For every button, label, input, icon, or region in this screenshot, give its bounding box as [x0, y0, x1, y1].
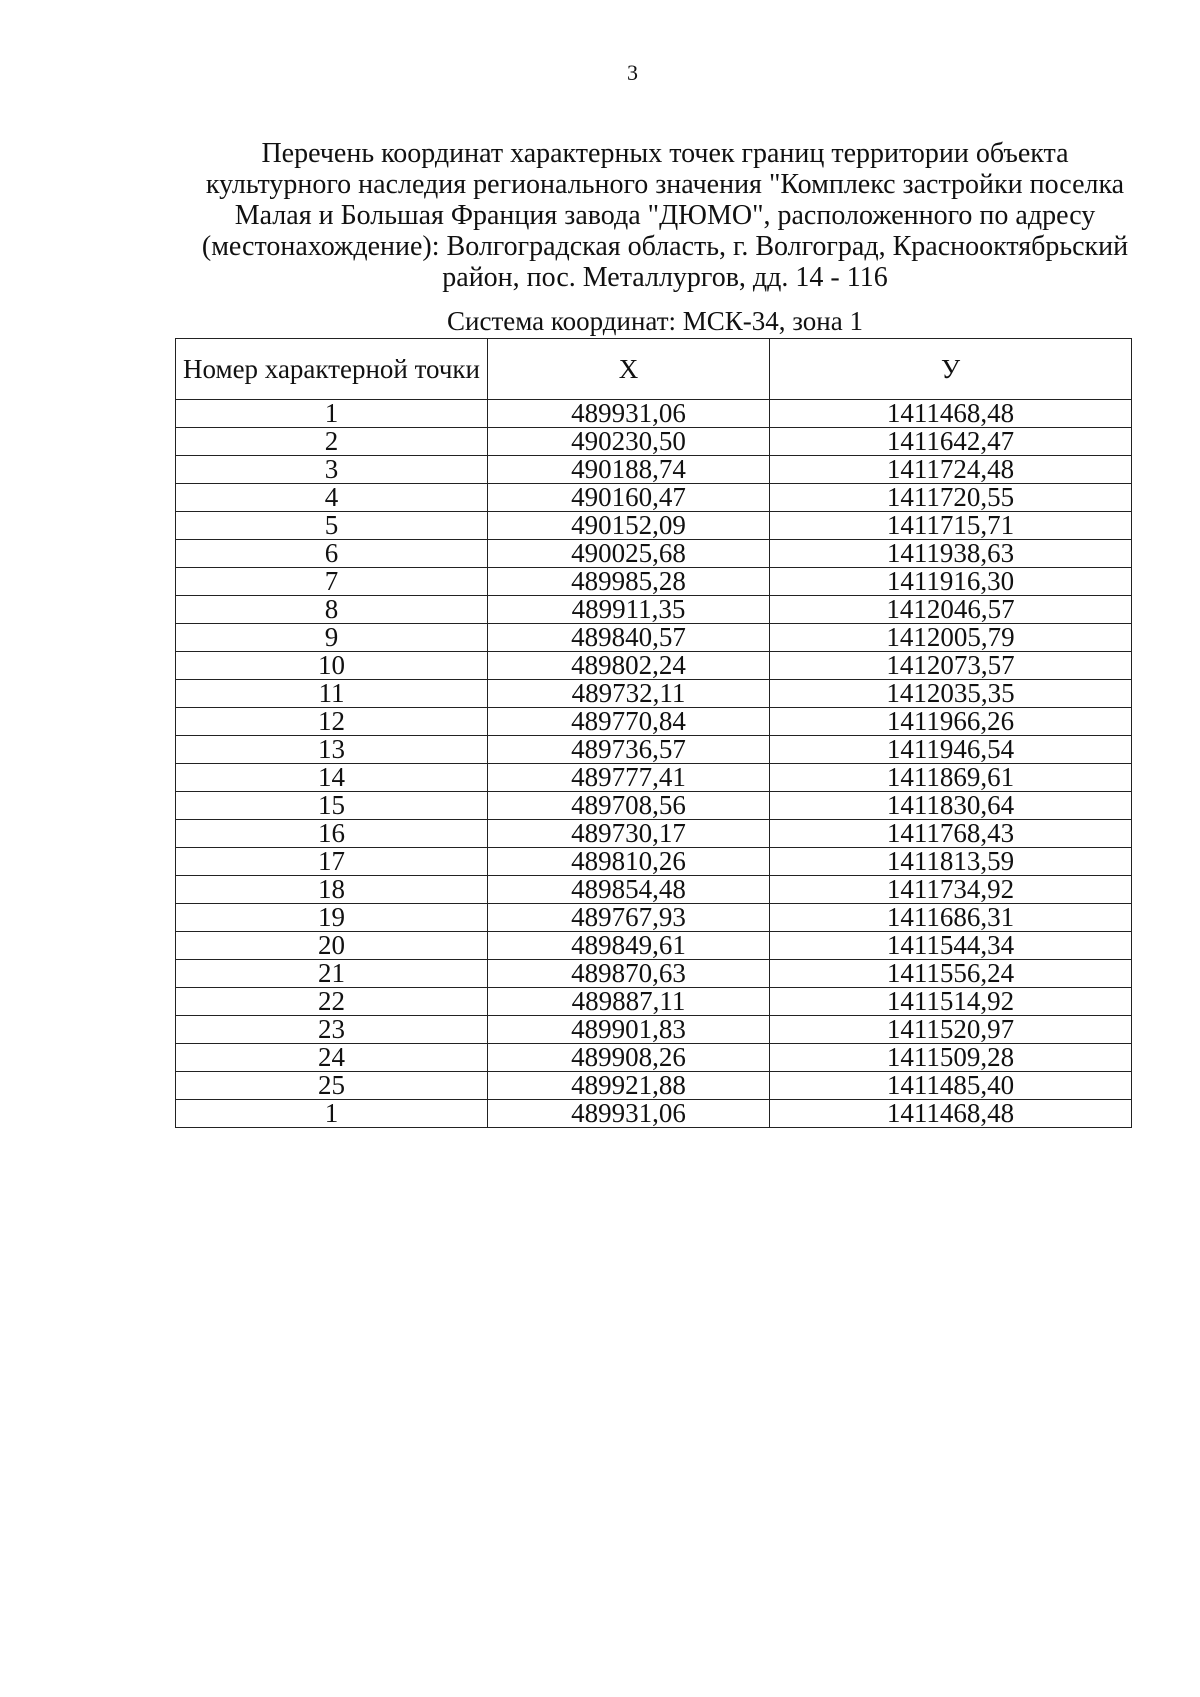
cell-y: 1411869,61 — [770, 764, 1132, 792]
cell-y: 1411509,28 — [770, 1044, 1132, 1072]
cell-point-number: 8 — [176, 596, 488, 624]
table-row — [176, 764, 1132, 792]
table-row — [176, 904, 1132, 932]
cell-point-number: 6 — [176, 540, 488, 568]
cell-point-number: 23 — [176, 1016, 488, 1044]
header-point-number: Номер характерной точки — [176, 339, 488, 400]
cell-x: 489908,26 — [488, 1044, 770, 1072]
cell-x: 489849,61 — [488, 932, 770, 960]
table-row — [176, 1044, 1132, 1072]
table-row — [176, 680, 1132, 708]
cell-point-number: 12 — [176, 708, 488, 736]
cell-x: 490025,68 — [488, 540, 770, 568]
table-row — [176, 512, 1132, 540]
cell-x: 489887,11 — [488, 988, 770, 1016]
table-row — [176, 428, 1132, 456]
cell-x: 489810,26 — [488, 848, 770, 876]
cell-point-number: 15 — [176, 792, 488, 820]
cell-y: 1411966,26 — [770, 708, 1132, 736]
cell-y: 1411468,48 — [770, 1100, 1132, 1128]
cell-y: 1411686,31 — [770, 904, 1132, 932]
table-row — [176, 540, 1132, 568]
table-header-row — [176, 339, 1132, 400]
table-row — [176, 596, 1132, 624]
table-row — [176, 708, 1132, 736]
table-row — [176, 792, 1132, 820]
title-line: культурного наследия регионального значения "Комплекс застройки поселка — [205, 169, 1125, 200]
cell-point-number: 11 — [176, 680, 488, 708]
table-row — [176, 1072, 1132, 1100]
table-row — [176, 484, 1132, 512]
cell-point-number: 2 — [176, 428, 488, 456]
table-row — [176, 848, 1132, 876]
table-row — [176, 456, 1132, 484]
table-row — [176, 1016, 1132, 1044]
cell-y: 1411544,34 — [770, 932, 1132, 960]
table-row — [176, 988, 1132, 1016]
cell-point-number: 4 — [176, 484, 488, 512]
cell-x: 489901,83 — [488, 1016, 770, 1044]
cell-y: 1411734,92 — [770, 876, 1132, 904]
table-body — [176, 400, 1132, 1128]
title-line: район, пос. Металлургов, дд. 14 - 116 — [442, 262, 888, 293]
cell-y: 1411556,24 — [770, 960, 1132, 988]
cell-y: 1411724,48 — [770, 456, 1132, 484]
cell-point-number: 5 — [176, 512, 488, 540]
coordinates-table — [175, 338, 1132, 1128]
header-y: У — [770, 339, 1132, 400]
cell-y: 1412035,35 — [770, 680, 1132, 708]
cell-y: 1411938,63 — [770, 540, 1132, 568]
cell-point-number: 25 — [176, 1072, 488, 1100]
cell-point-number: 10 — [176, 652, 488, 680]
title-line: (местонахождение): Волгоградская область, г. Волгоград, Краснооктябрьский — [201, 231, 1129, 262]
cell-x: 489770,84 — [488, 708, 770, 736]
cell-point-number: 21 — [176, 960, 488, 988]
cell-y: 1412005,79 — [770, 624, 1132, 652]
cell-x: 489921,88 — [488, 1072, 770, 1100]
cell-point-number: 16 — [176, 820, 488, 848]
table-row — [176, 736, 1132, 764]
cell-x: 489840,57 — [488, 624, 770, 652]
cell-point-number: 19 — [176, 904, 488, 932]
cell-x: 490188,74 — [488, 456, 770, 484]
cell-y: 1412073,57 — [770, 652, 1132, 680]
cell-point-number: 20 — [176, 932, 488, 960]
cell-y: 1411830,64 — [770, 792, 1132, 820]
cell-y: 1411468,48 — [770, 400, 1132, 428]
cell-x: 489732,11 — [488, 680, 770, 708]
title-line: Малая и Большая Франция завода "ДЮМО", расположенного по адресу — [234, 200, 1096, 231]
cell-x: 490152,09 — [488, 512, 770, 540]
cell-x: 489708,56 — [488, 792, 770, 820]
table-row — [176, 568, 1132, 596]
cell-point-number: 1 — [176, 1100, 488, 1128]
cell-point-number: 9 — [176, 624, 488, 652]
cell-x: 490230,50 — [488, 428, 770, 456]
page-number: 3 — [627, 60, 638, 85]
cell-y: 1411485,40 — [770, 1072, 1132, 1100]
cell-y: 1411946,54 — [770, 736, 1132, 764]
title-line: Перечень координат характерных точек границ территории объекта — [261, 138, 1069, 169]
cell-y: 1411916,30 — [770, 568, 1132, 596]
cell-x: 489802,24 — [488, 652, 770, 680]
cell-y: 1411813,59 — [770, 848, 1132, 876]
document-title — [190, 138, 1140, 293]
table-row — [176, 400, 1132, 428]
cell-x: 489767,93 — [488, 904, 770, 932]
table-row — [176, 932, 1132, 960]
cell-point-number: 7 — [176, 568, 488, 596]
cell-point-number: 13 — [176, 736, 488, 764]
cell-y: 1411715,71 — [770, 512, 1132, 540]
cell-x: 489854,48 — [488, 876, 770, 904]
table-row — [176, 652, 1132, 680]
cell-x: 489730,17 — [488, 820, 770, 848]
cell-x: 490160,47 — [488, 484, 770, 512]
coordinate-system-label: Система координат: МСК-34, зона 1 — [447, 306, 863, 336]
cell-x: 489870,63 — [488, 960, 770, 988]
cell-x: 489931,06 — [488, 400, 770, 428]
cell-y: 1411768,43 — [770, 820, 1132, 848]
cell-point-number: 24 — [176, 1044, 488, 1072]
cell-x: 489736,57 — [488, 736, 770, 764]
cell-x: 489777,41 — [488, 764, 770, 792]
cell-y: 1411642,47 — [770, 428, 1132, 456]
cell-x: 489931,06 — [488, 1100, 770, 1128]
table-row — [176, 820, 1132, 848]
cell-point-number: 18 — [176, 876, 488, 904]
cell-y: 1411514,92 — [770, 988, 1132, 1016]
cell-y: 1411520,97 — [770, 1016, 1132, 1044]
table-row — [176, 1100, 1132, 1128]
cell-x: 489911,35 — [488, 596, 770, 624]
table-row — [176, 624, 1132, 652]
cell-x: 489985,28 — [488, 568, 770, 596]
table-row — [176, 960, 1132, 988]
cell-point-number: 1 — [176, 400, 488, 428]
header-x: X — [488, 339, 770, 400]
table-row — [176, 876, 1132, 904]
cell-point-number: 3 — [176, 456, 488, 484]
cell-y: 1411720,55 — [770, 484, 1132, 512]
cell-point-number: 22 — [176, 988, 488, 1016]
cell-point-number: 14 — [176, 764, 488, 792]
cell-point-number: 17 — [176, 848, 488, 876]
cell-y: 1412046,57 — [770, 596, 1132, 624]
